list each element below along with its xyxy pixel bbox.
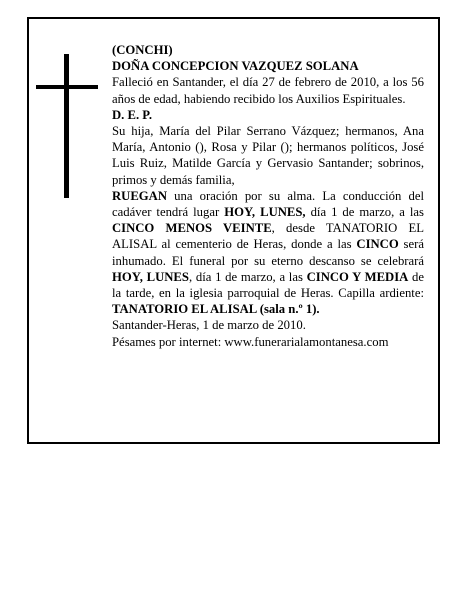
funeral-paragraph [112,188,424,318]
death-statement: Falleció en Santander, el día 27 de febrero de 2010, a los 56 años de edad, habiendo recibido los Auxilios Espirituales. [112,75,424,106]
place-and-date: Santander-Heras, 1 de marzo de 2010. [112,318,306,333]
condolences-line: Pésames por internet: www.funerarialamontanesa.com [112,334,389,349]
dep-heading: D. E. P. [112,107,153,122]
deceased-name: DOÑA CONCEPCION VAZQUEZ SOLANA [112,59,359,74]
funeral-text-5: , día 1 de marzo, a las [188,269,307,284]
funeral-text-1: una oración por su alma. La conducción del cadáver tendrá lugar [112,188,424,220]
conduction-day: HOY, LUNES, [224,205,306,220]
funeral-text-3: , desde TANATORIO EL ALISAL al cementerio de Heras, donde a las [112,221,424,252]
funeral-text-6: de la tarde, en la iglesia parroquial de Heras. Capilla ardiente: [112,269,424,301]
chapel-location: TANATORIO EL ALISAL (sala n.º 1). [112,302,320,317]
funeral-time: CINCO Y MEDIA [306,269,409,284]
cross-horizontal-bar [36,85,98,89]
burial-time: CINCO [356,237,399,252]
deceased-nickname: (CONCHI) [112,43,173,57]
funeral-text-2: día 1 de marzo, a las [305,205,424,220]
funeral-text-4: será inhumado. El funeral por su eterno descanso se celebrará [112,237,424,268]
cross-icon [36,54,98,198]
obituary-text [112,42,424,350]
ruegan-text: RUEGAN [112,188,167,203]
cross-vertical-bar [64,54,69,198]
conduction-time: CINCO MENOS VEINTE [112,221,272,236]
funeral-day: HOY, LUNES [112,269,189,284]
family-paragraph: Su hija, María del Pilar Serrano Vázquez; hermanos, Ana María, Antonio (), Rosa y Pilar (); hermanos políticos, José Luis Ruiz, Matilde García y Gervasio Santander; sobrinos, primos y demás familia, [112,124,424,187]
